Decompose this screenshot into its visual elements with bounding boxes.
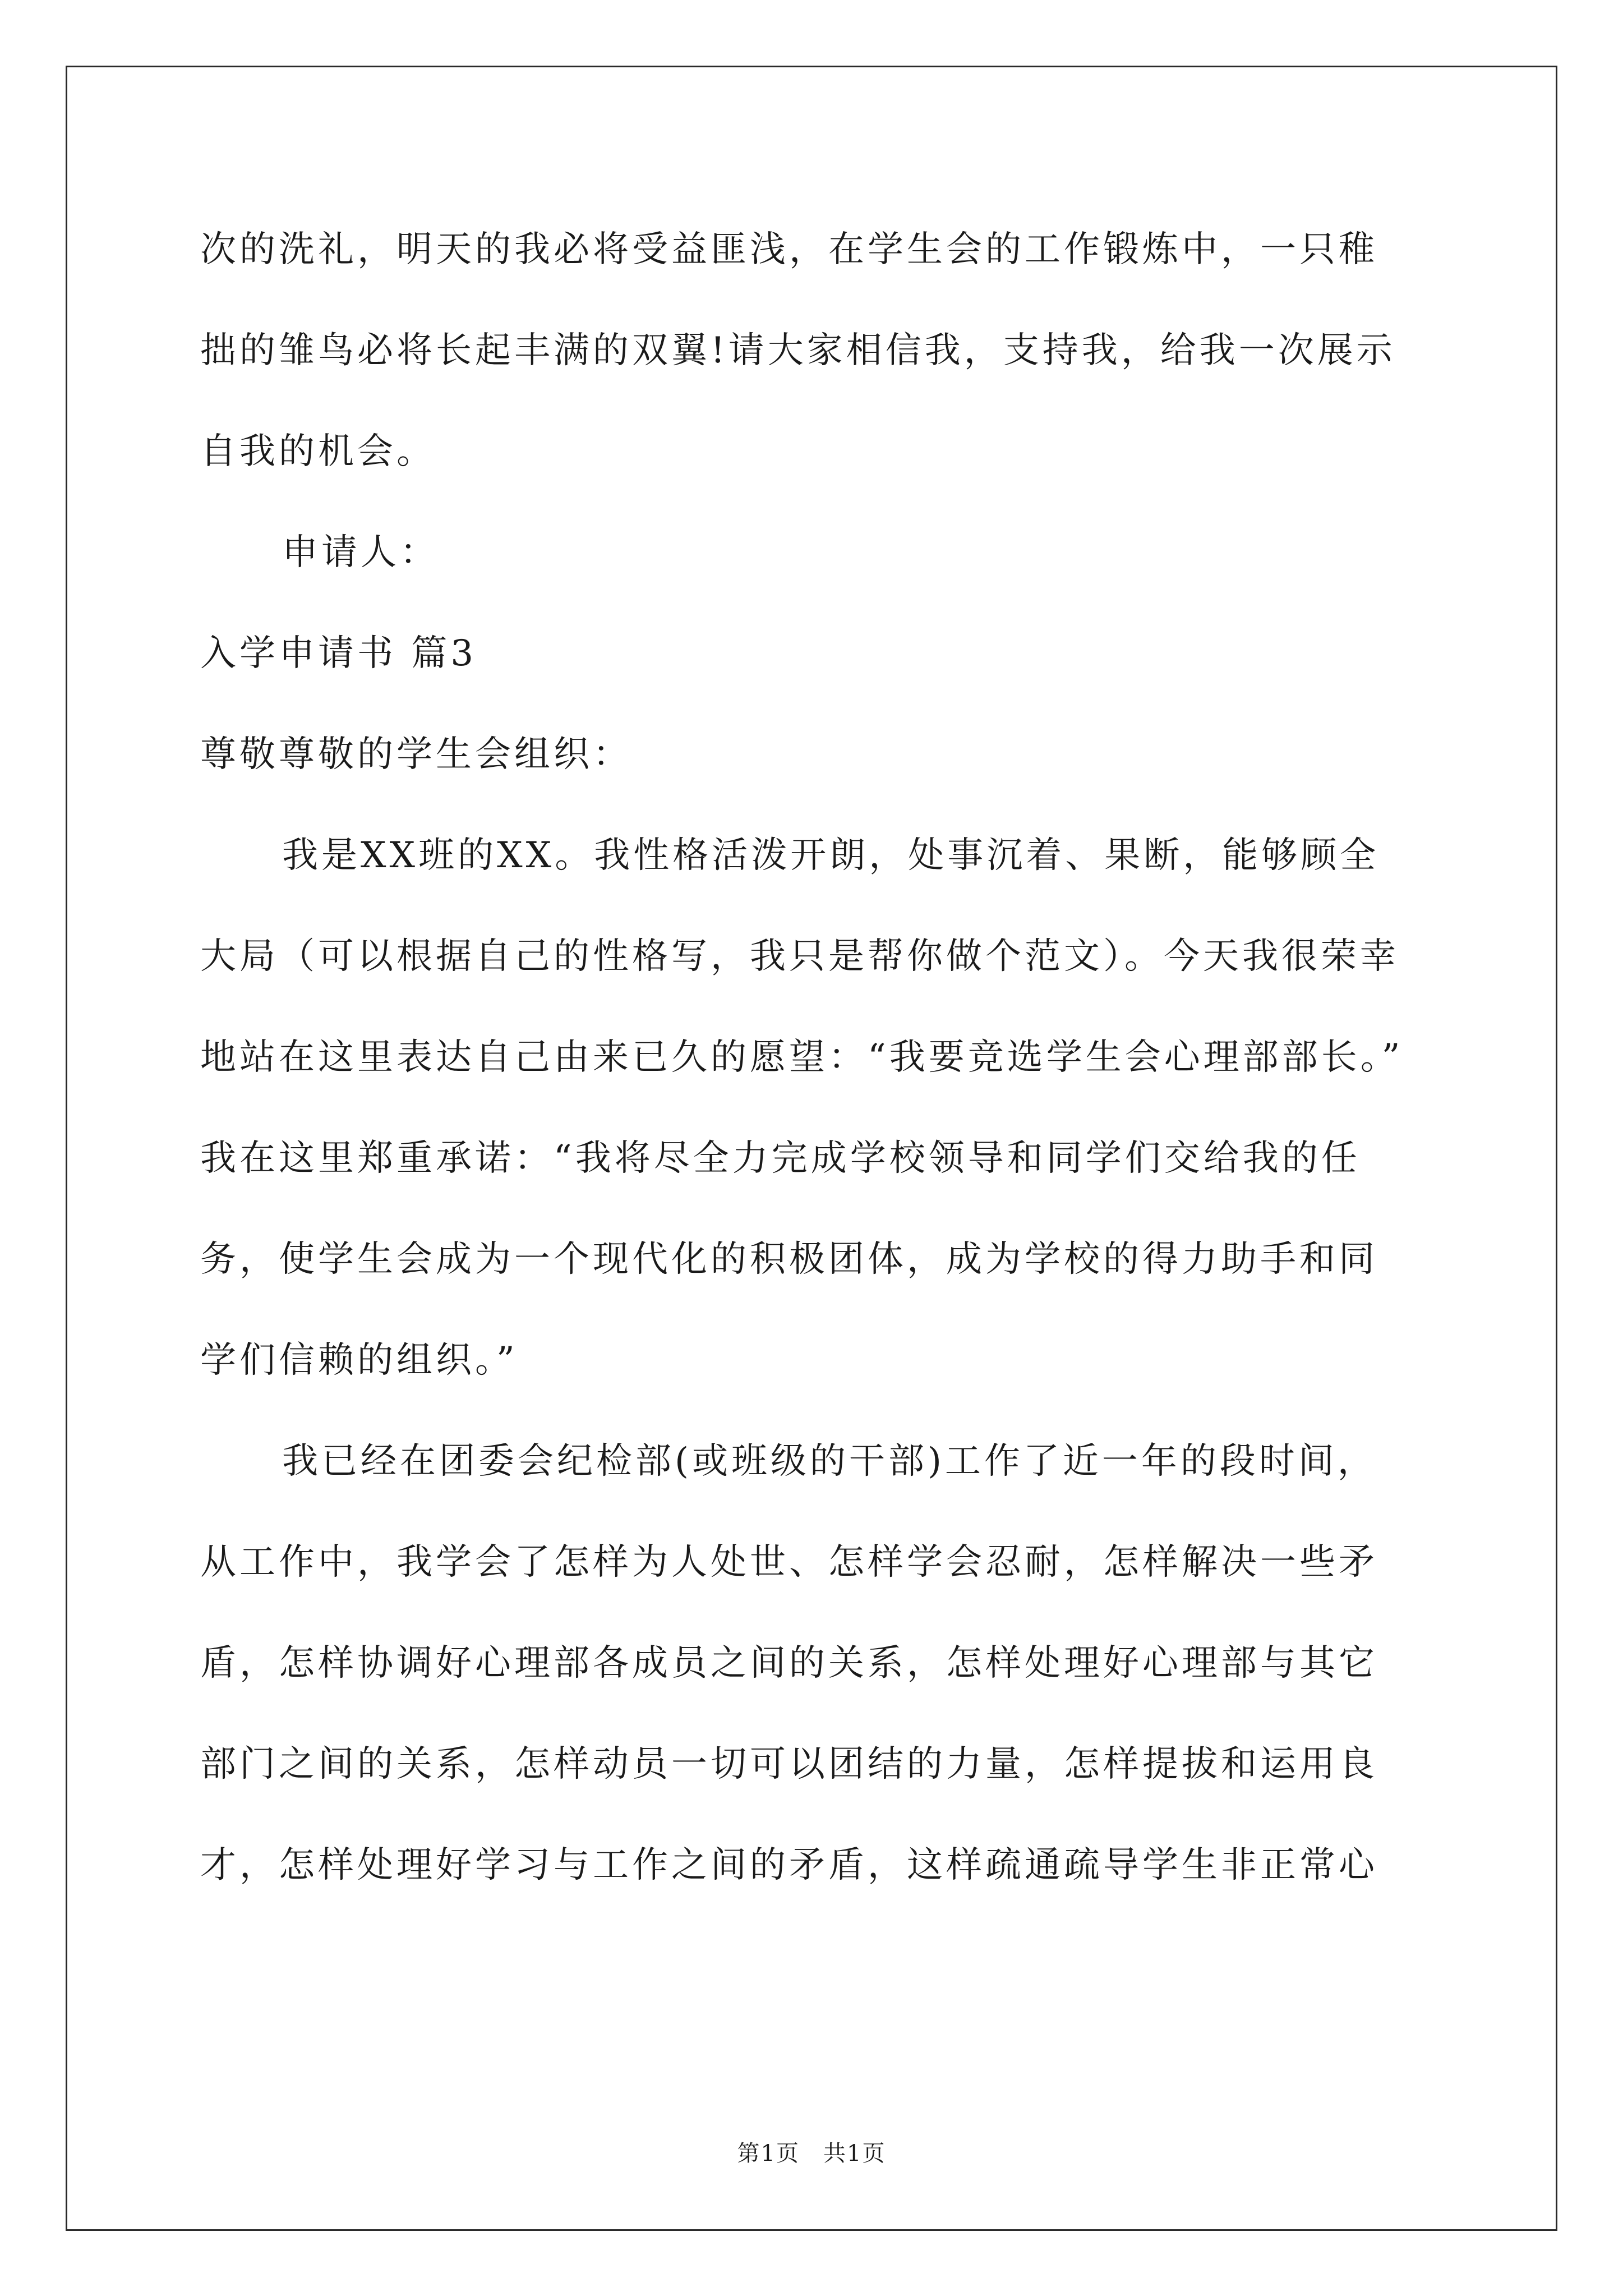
body-line: 我在这里郑重承诺：“我将尽全力完成学校领导和同学们交给我的任 — [200, 1138, 1361, 1179]
body-line: 务，使学生会成为一个现代化的积极团体，成为学校的得力助手和同 — [200, 1239, 1378, 1280]
signature-label: 申请人： — [282, 532, 439, 573]
body-line: 盾，怎样协调好心理部各成员之间的关系，怎样处理好心理部与其它 — [200, 1642, 1378, 1684]
body-line: 我是XX班的XX。我性格活泼开朗，处事沉着、果断，能够顾全 — [282, 835, 1380, 876]
salutation: 尊敬尊敬的学生会组织： — [200, 734, 632, 775]
body-line: 从工作中，我学会了怎样为人处世、怎样学会忍耐，怎样解决一些矛 — [200, 1542, 1378, 1583]
page-number-footer: 第1页 共1页 — [737, 2141, 886, 2166]
body-line: 大局（可以根据自己的性格写，我只是帮你做个范文）。今天我很荣幸 — [200, 936, 1399, 977]
body-line: 地站在这里表达自己由来已久的愿望：“我要竞选学生会心理部部长。” — [200, 1037, 1404, 1078]
body-line: 拙的雏鸟必将长起丰满的双翼!请大家相信我，支持我，给我一次展示 — [200, 330, 1396, 371]
body-line: 自我的机会。 — [200, 431, 436, 472]
body-line: 才，怎样处理好学习与工作之间的矛盾，这样疏通疏导学生非正常心 — [200, 1844, 1378, 1886]
body-line: 次的洗礼，明天的我必将受益匪浅，在学生会的工作锻炼中，一只稚 — [200, 229, 1378, 270]
section-heading: 入学申请书 篇3 — [200, 633, 477, 674]
body-line: 学们信赖的组织。” — [200, 1340, 518, 1381]
body-line: 我已经在团委会纪检部(或班级的干部)工作了近一年的段时间， — [282, 1441, 1377, 1482]
body-line: 部门之间的关系，怎样动员一切可以团结的力量，怎样提拔和运用良 — [200, 1743, 1378, 1785]
